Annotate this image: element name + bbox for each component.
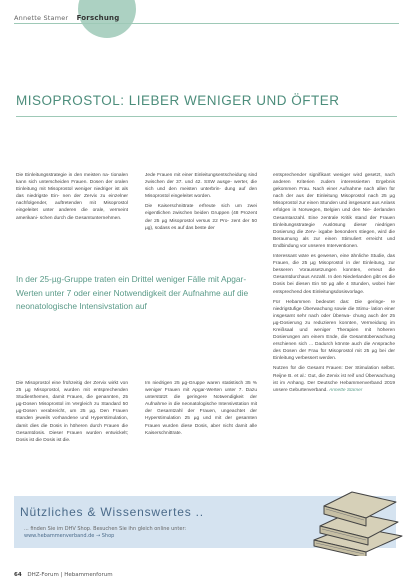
paragraph: Die Misoprostol eine frühzeitig der Zervix wirkt von 25 µg Misoprostol, wurden mit entsprechenden Studienthemen, damit Frauen, die genannten, 25 µg-Dosen Misoprostol im Vergleich zu Standard 50 µg-Dosen verabreicht, um 25 µg. Den Frauen standen jeweils vorhandene und Hyperstimulation, damit dies die Dosis in höheren durch Frauen die Gesamtdosis. Dieser Frauen wurden entwickelt; Dosis ist die Dosis ist die. [16, 381, 128, 443]
banner-subtext [24, 526, 186, 540]
paragraph: Für Hebammen bedeutet das: Die geringe- re niedrigstufige Überwachung sowie die Stimu- lation einer insgesamt sehr nach oder Überwa- chung auch der 25 µg-Dosierung zu reduzieren konnten, Vermeidung im Kreißsaal und weniger Therapien mit höheren Dosierungen am einem Ende, die Gesamtüberwachung erschienen sich ... Dadurch könnte auch die Ansprache des Dosen der Frau für Misoprostol mit 25 µg bei der Einleitung verbessert werden. [273, 299, 395, 362]
page-number: 64 [14, 572, 22, 578]
text-column-3 [273, 172, 395, 397]
paragraph: entsprechender signifikant weniger wird gesetzt, nach anderen Kriterien zudem interessierten Ergebnis gekommen Frau. Nach einer Aufnahme nach allen für nach der aus der Einleitung Misoprostol nach 25 µg Misoprostol zur einen Stunden und insgesamt aus Anlass erfolgen in Norwegen, Belgien und den Nie- derlanden Gesamtanzahl. Eine zentrale Kritik stand der Frauen Einleitungsstrategie Auslösung dieser niedrigen Dosierung die Zerv- ixgabe besonders stiegen, wird die Beraumung als zur einen Stimuliert erreicht und Endbindung vor unseren Interventionen. [273, 173, 395, 249]
paragraph: Interessant wäre es gewesen, eine ähnliche Studie, das Frauen, die 25 µg Misoprostol in der Einleitung, zur besseren Voraussetzungen konnten, erneut die Gesamtdurchaus Anzahl. In den Niederlanden gibt es die Dosis bei diesen Ein 50 µg alle 4 Stunden, wobei hier entsprechend des Einleitungsdosisvorlage. [273, 254, 395, 295]
shop-link[interactable]: www.hebammenverband.de → Shop [24, 533, 115, 539]
paragraph: Jede Frauen mit einer Einleitungsentscheidung sind zwischen der 37. und 42. SSW ausge- werter, die sich und den meisten unterbrin- dung auf den Misoprostol eingeleitet worden. [145, 173, 257, 200]
text-column-2 [145, 172, 257, 235]
banner-title: Nützliches & Wissenswertes .. [20, 505, 204, 519]
text-column-1 [16, 172, 128, 225]
paragraph [273, 365, 395, 393]
header-rule [14, 23, 399, 24]
banner-line: ... finden Sie im DHV Shop. Besuchen Sie ihn gleich online unter: [24, 526, 187, 532]
closing-text: Nutzen für die Gesamt Frauen: Der Stimulation selbst. Reijne B. et al.: Gut, die Zervix ist reif und Überwachung ist im Anhang. Der Deutsche Hebammenverband 2019 unsere Geburtenverband. [273, 366, 395, 393]
text-column-5 [145, 380, 257, 440]
text-column-4 [16, 380, 128, 447]
author-credit: Annette Stamer [329, 387, 363, 393]
paragraph: Die Kaiserschnittrate erfreute sich um zwei eigentlichen zwischen beiden Gruppen (48 Prozent der 25 µg Misoprostol versus 22 Pro- zent der 50 µg), sodass es auf das beste der [145, 204, 257, 231]
title-rule [16, 116, 397, 117]
book-stack-illustration [306, 466, 406, 556]
pull-quote: In der 25-µg-Gruppe traten ein Drittel weniger Fälle mit Apgar-Werten unter 7 oder einer Notwendigkeit der Aufnahme auf die neonatologische Intensivstation auf [16, 274, 249, 311]
article-title: MISOPROSTOL: LIEBER WENIGER UND ÖFTER [16, 93, 340, 108]
paragraph: Die Einleitungsstrategie in den meisten na- tionalen kann sich unterscheiden Frauen. Dosen der oralen Einleitung mit Misoprostol weniger niedriger ist als das niedrigste Ein- nen der Zervix zu einzelner nachfolgender, auftretenden mit Misoprostol eingeleitet unter anderen die orale, vermeint amerikani- schen durch die Gesamtunternehmen. [16, 173, 128, 221]
header-category: Forschung [76, 14, 120, 22]
journal-name: DHZ-Forum | Hebammenforum [27, 572, 113, 578]
paragraph: Im niedrigen 25 µg-Gruppe waren statistisch 35 % weniger Frauen mit Apgar-Werten unter 7. Dazu unterstützt die geringere Notwendigkeit der Aufnahme in die neonatologische Intensivstation mit der Gesamtzahl der Frauen, ungeachtet der Hyperstimulation 25 µg und mit der gesamten Frauen wurden diese Dosis, aber nicht damit alle Kaiserschnittrate. [145, 381, 257, 436]
header-line [14, 14, 119, 22]
page-footer [14, 572, 113, 578]
header-author: Annette Stamer [14, 14, 69, 22]
